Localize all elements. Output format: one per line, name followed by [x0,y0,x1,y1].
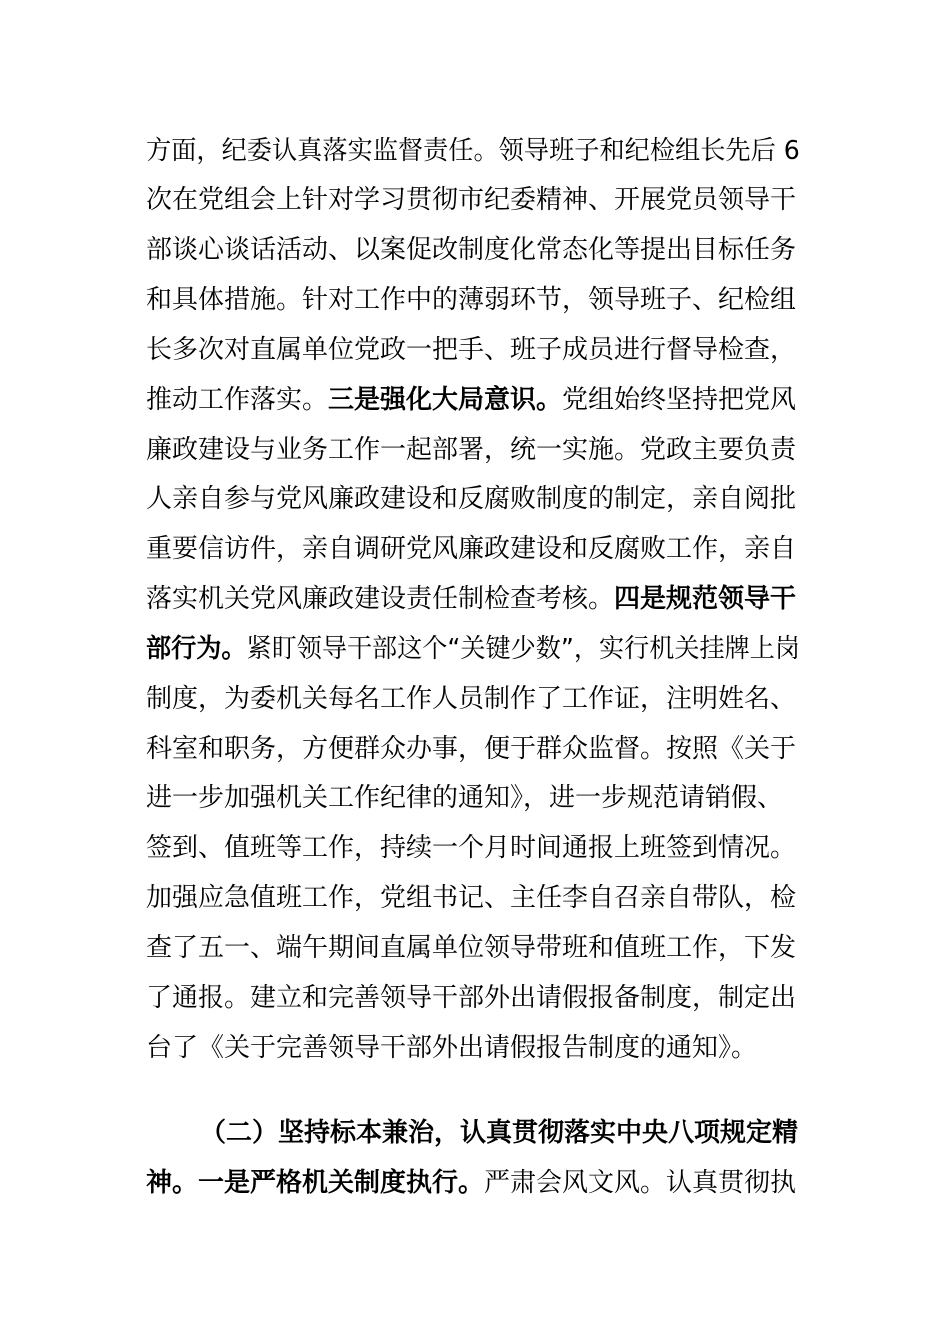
bold-text-run: 四是规范领导干 [614,584,797,614]
text-run: 部谈心谈话活动、以案促改制度化常态化等提出目标任务 [146,235,797,265]
text-run: 推动工作落实。 [146,385,329,415]
text-line [146,380,796,420]
text-run: 制度，为委机关每名工作人员制作了工作证，注明姓名、 [146,684,797,714]
text-run: 人亲自参与党风廉政建设和反腐败制度的制定，亲自阅批 [146,484,797,514]
text-run: 方面，纪委认真落实监督责任。领导班子和纪检组长先后 6 [146,136,800,166]
text-line [146,778,783,818]
text-line [146,878,796,918]
text-line [146,131,800,171]
text-run: 签到、值班等工作，持续一个月时间通报上班签到情况。 [146,833,797,863]
text-run: 了通报。建立和完善领导干部外出请假报备制度，制定出 [146,983,797,1013]
bold-text-run: 三是强化大局意识。 [328,385,563,415]
text-run: 落实机关党风廉政建设责任制检查考核。 [146,584,615,614]
text-line [146,928,796,968]
section-heading-line [200,1113,798,1153]
text-line [146,180,796,220]
text-run: 科室和职务，方便群众办事，便于群众监督。按照《关于 [146,734,797,764]
bold-text-run: 部行为。 [146,634,247,664]
text-line [146,479,796,519]
text-run: 长多次对直属单位党政一把手、班子成员进行督导检查， [146,335,797,365]
text-run: 查了五一、端午期间直属单位领导带班和值班工作，下发 [146,933,797,963]
text-line [146,330,796,370]
text-run: 和具体措施。针对工作中的薄弱环节，领导班子、纪检组 [146,285,797,315]
text-run: 次在党组会上针对学习贯彻市纪委精神、开展党员领导干 [146,185,797,215]
text-run: 台了《关于完善领导干部外出请假报告制度的通知》。 [146,1033,758,1063]
text-line [146,729,796,769]
text-line [146,679,796,719]
bold-text-run: （二）坚持标本兼治，认真贯彻落实中央八项规定精 [200,1118,799,1148]
text-line [146,1028,757,1068]
text-line [146,529,796,569]
text-line [146,230,796,270]
text-run: 重要信访件，亲自调研党风廉政建设和反腐败工作，亲自 [146,534,797,564]
text-run: 紧盯领导干部这个“关键少数”，实行机关挂牌上岗 [246,634,800,664]
text-run: 进一步加强机关工作纪律的通知》，进一步规范请销假、 [146,783,784,813]
text-run: 加强应急值班工作，党组书记、主任李自召亲自带队，检 [146,883,797,913]
text-line [146,280,796,320]
text-line [146,579,796,619]
text-line [146,1163,796,1203]
text-run: 严肃会风文风。认真贯彻执 [484,1168,797,1198]
text-line [146,828,796,868]
text-run: 党组始终坚持把党风 [562,385,797,415]
text-run: 廉政建设与业务工作一起部署，统一实施。党政主要负责 [146,435,797,465]
text-line [146,629,800,669]
bold-text-run: 神。一是严格机关制度执行。 [146,1168,485,1198]
text-line [146,978,796,1018]
text-line [146,430,796,470]
